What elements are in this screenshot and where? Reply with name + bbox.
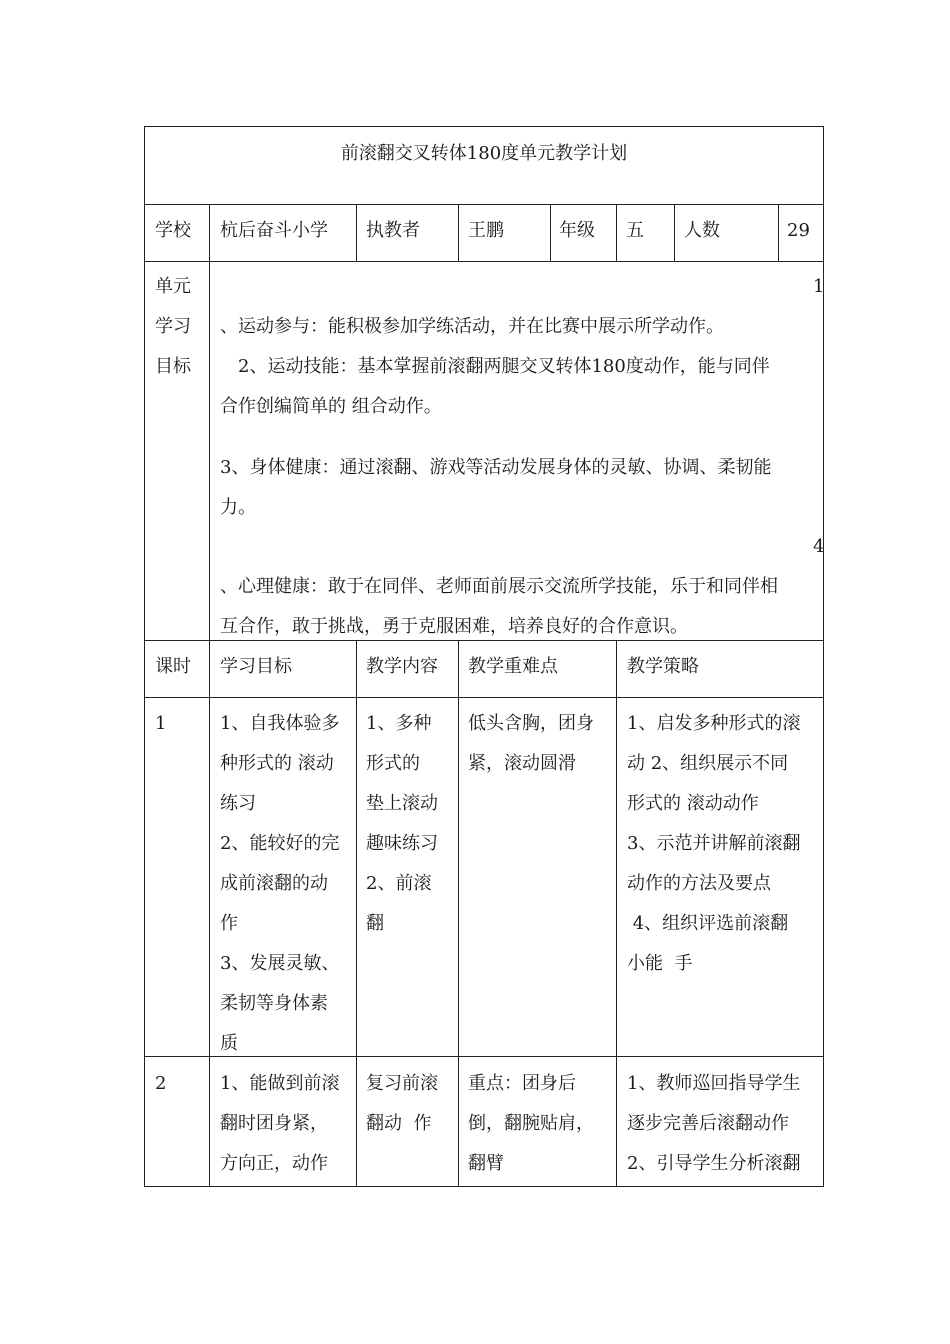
col-divider	[674, 204, 675, 261]
content-line: 形式的	[366, 753, 420, 774]
objective-line: 1、自我体验多	[220, 713, 340, 734]
row-divider	[144, 204, 824, 205]
col-divider	[616, 640, 617, 1186]
keypoint-line: 重点：团身后	[468, 1073, 576, 1094]
strategy-line: 1、启发多种形式的滚	[627, 713, 801, 734]
objective-line: 质	[220, 1033, 238, 1054]
strategy-line: 1、教师巡回指导学生	[627, 1073, 801, 1094]
keypoint-line: 低头含胸，团身	[468, 713, 594, 734]
row-divider	[144, 261, 824, 262]
content-line: 复习前滚	[366, 1073, 438, 1094]
col-divider	[209, 640, 210, 1186]
strategy-line: 2、引导学生分析滚翻	[627, 1153, 801, 1174]
col-divider	[550, 204, 551, 261]
table-border-left	[144, 126, 145, 1187]
objective-line: 1、能做到前滚	[220, 1073, 340, 1094]
table-border-bottom	[144, 1186, 824, 1187]
row-divider	[144, 1056, 824, 1057]
table-border-top	[144, 126, 824, 127]
content-line: 2、前滚	[366, 873, 432, 894]
goals-label-line: 学习	[155, 316, 191, 337]
col-divider	[458, 640, 459, 1186]
goal-number: 1	[813, 276, 825, 297]
objective-line: 翻时团身紧，	[220, 1113, 328, 1134]
header-objectives: 学习目标	[220, 656, 292, 677]
keypoint-line: 翻臂	[468, 1153, 504, 1174]
strategy-line: 逐步完善后滚翻动作	[627, 1113, 789, 1134]
teacher-label: 执教者	[366, 220, 420, 241]
strategy-line: 动 2、组织展示不同	[627, 753, 789, 774]
page-title: 前滚翻交叉转体180度单元教学计划	[340, 143, 628, 164]
goal-3-line-2: 力。	[220, 497, 256, 518]
row-divider	[144, 697, 824, 698]
goal-3-line-1: 3、身体健康：通过滚翻、游戏等活动发展身体的灵敏、协调、柔韧能	[220, 457, 772, 478]
content-line: 垫上滚动	[366, 793, 438, 814]
strategy-line: 4、组织评选前滚翻	[627, 913, 789, 934]
col-divider	[458, 204, 459, 261]
goal-number: 4	[813, 536, 825, 557]
objective-line: 作	[220, 913, 238, 934]
goal-1: 、运动参与：能积极参加学练活动，并在比赛中展示所学动作。	[220, 316, 724, 337]
content-line: 1、多种	[366, 713, 432, 734]
col-divider	[616, 204, 617, 261]
goal-4-line-2: 互合作，敢于挑战，勇于克服困难，培养良好的合作意识。	[220, 616, 688, 637]
goal-2-line-1: 2、运动技能：基本掌握前滚翻两腿交叉转体180度动作，能与同伴	[238, 356, 770, 377]
col-divider	[209, 204, 210, 261]
keypoint-line: 紧，滚动圆滑	[468, 753, 576, 774]
grade-value: 五	[626, 220, 644, 241]
lesson-number: 2	[155, 1073, 167, 1094]
grade-label: 年级	[559, 220, 595, 241]
objective-line: 练习	[220, 793, 256, 814]
keypoint-line: 倒，翻腕贴肩，	[468, 1113, 594, 1134]
goal-2-line-2: 合作创编简单的 组合动作。	[220, 396, 442, 417]
content-line: 翻动 作	[366, 1113, 432, 1134]
objective-line: 方向正，动作	[220, 1153, 328, 1174]
school-label: 学校	[155, 220, 191, 241]
content-line: 趣味练习	[366, 833, 438, 854]
lesson-number: 1	[155, 713, 167, 734]
header-keypoints: 教学重难点	[468, 656, 558, 677]
objective-line: 种形式的 滚动	[220, 753, 334, 774]
teacher-value: 王鹏	[468, 220, 504, 241]
objective-line: 3、发展灵敏、	[220, 953, 340, 974]
content-line: 翻	[366, 913, 384, 934]
strategy-line: 3、示范并讲解前滚翻	[627, 833, 801, 854]
goals-label-line: 单元	[155, 276, 191, 297]
col-divider	[356, 204, 357, 261]
col-divider	[356, 640, 357, 1186]
objective-line: 柔韧等身体素	[220, 993, 328, 1014]
header-lesson: 课时	[155, 656, 191, 677]
school-value: 杭后奋斗小学	[220, 220, 328, 241]
strategy-line: 小能 手	[627, 953, 693, 974]
strategy-line: 形式的 滚动动作	[627, 793, 759, 814]
count-label: 人数	[684, 220, 720, 241]
objective-line: 成前滚翻的动	[220, 873, 328, 894]
col-divider	[778, 204, 779, 261]
header-content: 教学内容	[366, 656, 438, 677]
goals-label-line: 目标	[155, 356, 191, 377]
strategy-line: 动作的方法及要点	[627, 873, 771, 894]
count-value: 29	[787, 220, 810, 241]
goal-4-line-1: 、心理健康：敢于在同伴、老师面前展示交流所学技能，乐于和同伴相	[220, 576, 778, 597]
objective-line: 2、能较好的完	[220, 833, 340, 854]
col-divider	[209, 261, 210, 640]
header-strategy: 教学策略	[627, 656, 699, 677]
